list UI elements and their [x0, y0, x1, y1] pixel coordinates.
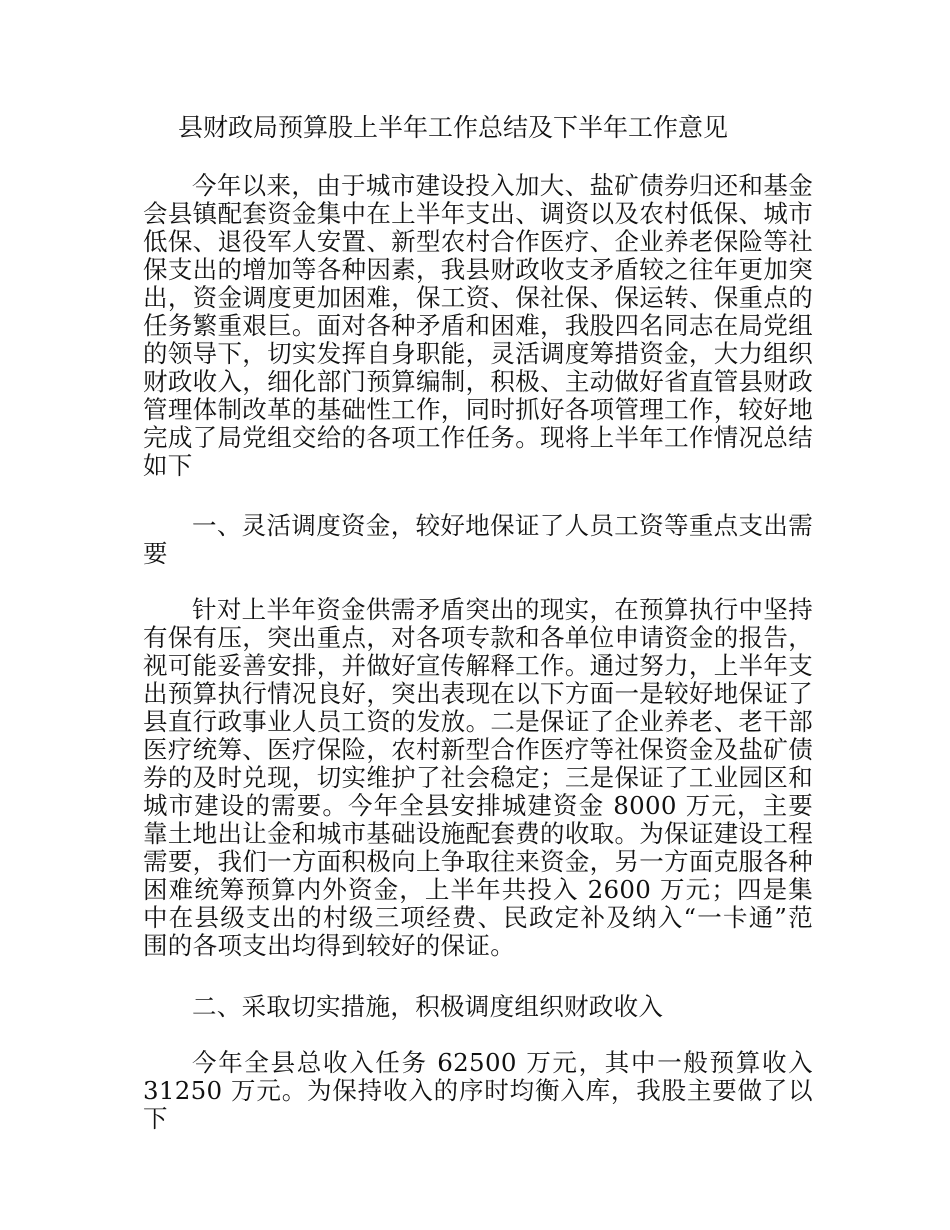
document-title: 县财政局预算股上半年工作总结及下半年工作意见	[178, 113, 729, 142]
section-1-paragraph: 针对上半年资金供需矛盾突出的现实，在预算执行中坚持有保有压，突出重点，对各项专款和各单位申请资金的报告，视可能妥善安排，并做好宣传解释工作。通过努力，上半年支出预算执行情况良好，突出表现在以下方面一是较好地保证了县直行政事业人员工资的发放。二是保证了企业养老、老干部医疗统筹、医疗保险，农村新型合作医疗等社保资金及盐矿债券的及时兑现，切实维护了社会稳定；三是保证了工业园区和城市建设的需要。今年全县安排城建资金 8000 万元，主要靠土地出让金和城市基础设施配套费的收取。为保证建设工程需要，我们一方面积极向上争取往来资金，另一方面克服各种困难统筹预算内外资金，上半年共投入 2600 万元；四是集中在县级支出的村级三项经费、民政定补及纳入“一卡通”范围的各项支出均得到较好的保证。	[143, 595, 813, 960]
section-2-paragraph: 今年全县总收入任务 62500 万元，其中一般预算收入 31250 万元。为保持收入的序时均衡入库，我股主要做了以下	[143, 1048, 813, 1133]
section-heading-1: 一、灵活调度资金，较好地保证了人员工资等重点支出需要	[143, 511, 813, 568]
section-heading-2: 二、采取切实措施，积极调度组织财政收入	[192, 992, 664, 1021]
intro-paragraph: 今年以来，由于城市建设投入加大、盐矿债券归还和基金会县镇配套资金集中在上半年支出、调资以及农村低保、城市低保、退役军人安置、新型农村合作医疗、企业养老保险等社保支出的增加等各种因素，我县财政收支矛盾较之往年更加突出，资金调度更加困难，保工资、保社保、保运转、保重点的任务繁重艰巨。面对各种矛盾和困难，我股四名同志在局党组的领导下，切实发挥自身职能，灵活调度筹措资金，大力组织财政收入，细化部门预算编制，积极、主动做好省直管县财政管理体制改革的基础性工作，同时抓好各项管理工作，较好地完成了局党组交给的各项工作任务。现将上半年工作情况总结如下	[143, 171, 813, 480]
